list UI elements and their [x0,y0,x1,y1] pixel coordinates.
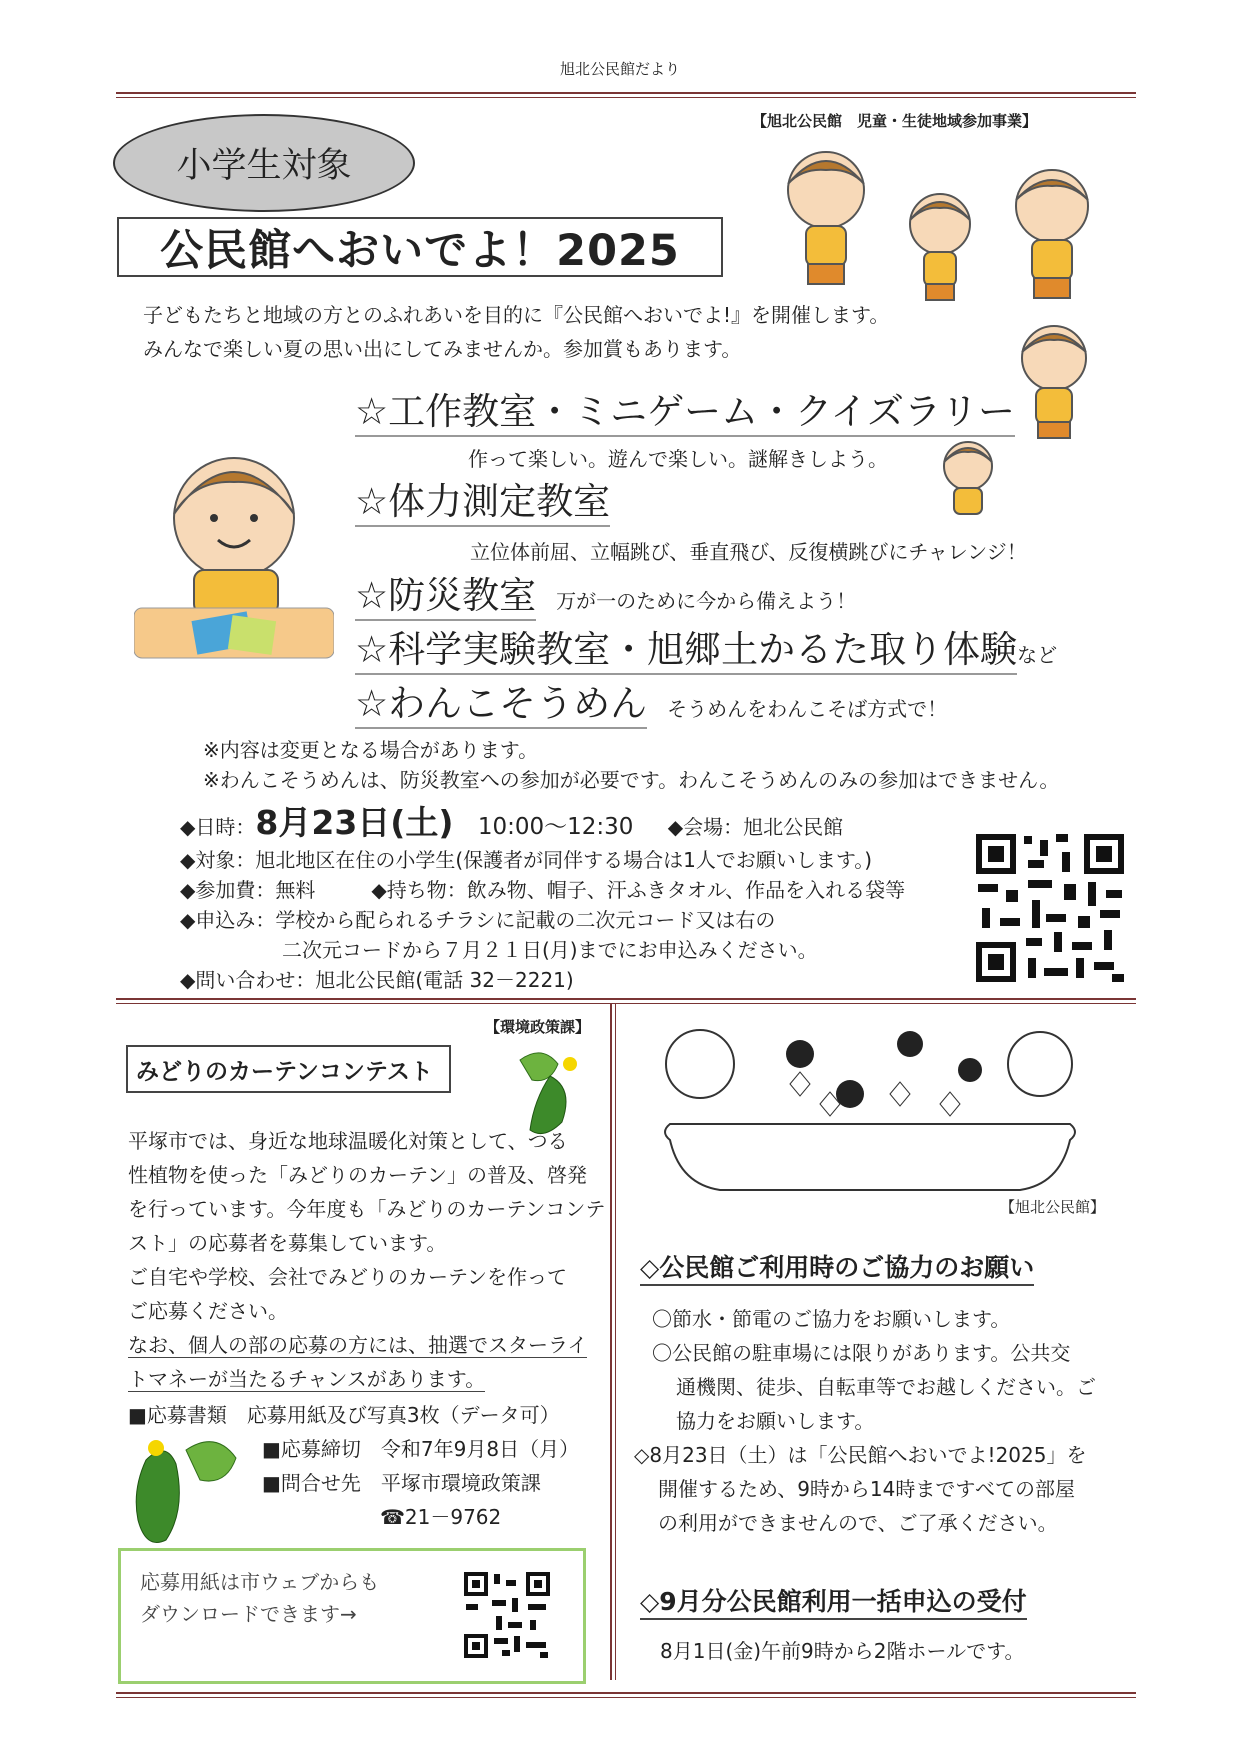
activity-science: ☆科学実験教室・旭郷土かるた取り体験など [355,628,1057,677]
cooperation-heading: ◇公民館ご利用時のご協力のお願い [640,1248,1034,1286]
intro-text: 子どもたちと地域の方とのふれあいを目的に『公民館へおいでよ!』を開催します。 みんなで楽しい夏の思い出にしてみませんか。参加賞もあります。 [143,303,890,361]
contest-docs: ■応募書類 応募用紙及び写真3枚（データ可） [128,1403,560,1427]
header-rule [116,92,1136,98]
mid-rule [116,998,1136,1004]
activity-wanko: ☆わんこそうめん そうめんをわんこそば方式で！ [355,682,947,731]
qr-code-download[interactable] [462,1570,552,1660]
info-target: ◆対象：旭北地区在住の小学生(保護者が同伴する場合は1人でお願いします。) [180,848,873,872]
contest-phone: ☎21－9762 [380,1505,502,1529]
note-change: ※内容は変更となる場合があります。 [203,738,539,762]
info-fee-bring: ◆参加費：無料 ◆持ち物：飲み物、帽子、汗ふきタオル、作品を入れる袋等 [180,878,906,902]
planter-illustration [640,1014,1100,1194]
top-dept: 【旭北公民館 児童・生徒地域参加事業】 [752,112,1038,130]
activity-fitness: ☆体力測定教室 [355,480,610,524]
contest-inquiry: ■問合せ先 平塚市環境政策課 [262,1471,541,1495]
info-apply-2: 二次元コードから７月２１日(月)までにお申込みください。 [282,938,818,962]
crafting-kid-illustration [134,440,334,660]
note-wanko: ※わんこそうめんは、防災教室への参加が必要です。わんこそうめんのみの参加はできません。 [203,768,1060,792]
footer-rule [116,1692,1136,1698]
kid-figure [788,152,864,284]
contest-title: みどりのカーテンコンテスト [126,1045,451,1093]
qr-code-apply[interactable] [972,830,1128,986]
target-badge: 小学生対象 [113,114,415,212]
event-title: 公民館へおいでよ！2025 [117,217,723,277]
bitter-melon-illustration [126,1430,256,1550]
info-apply: ◆申込み：学校から配られるチラシに記載の二次元コード又は右の [180,908,776,932]
activity-craft-sub: 作って楽しい。遊んで楽しい。謎解きしよう。 [468,447,888,471]
contest-body: 平塚市では、身近な地球温暖化対策として、つる 性植物を使った「みどりのカーテン」の普及、啓発 を行っています。今年度も「みどりのカーテンコンテ スト」の応募者を募集しています。 ご自宅や学校、会社でみどりのカーテンを作って ご応募ください。 なお、個人の部の応募の方には、抽選でスターライ トマネーが当たるチャンスがあります。 [128,1129,606,1391]
bulk-application-text: 8月1日(金)午前9時から2階ホールです。 [660,1639,1025,1663]
info-date-row: ◆日時：8月23日(土) 10:00～12:30 ◆会場：旭北公民館 [180,803,844,842]
bulk-application-heading: ◇9月分公民館利用一括申込の受付 [640,1582,1027,1620]
download-text: 応募用紙は市ウェブからも ダウンロードできます→ [140,1570,380,1626]
activity-disaster: ☆防災教室 万が一のために今から備えよう！ [355,574,856,623]
activity-craft: ☆工作教室・ミニゲーム・クイズラリー [355,390,1015,434]
left-dept: 【環境政策課】 [485,1018,591,1036]
column-divider [610,1004,616,1680]
closure-notice: ◇8月23日（土）は「公民館へおいでよ!2025」を 開催するため、9時から14時まですべての部屋 の利用ができませんので、ご了承ください。 [634,1443,1087,1535]
newsletter-title: 旭北公民館だより [559,60,680,78]
right-caption: 【旭北公民館】 [1000,1198,1106,1216]
activity-fitness-sub: 立位体前屈、立幅跳び、垂直飛び、反復横跳びにチャレンジ！ [470,540,1027,564]
info-contact: ◆問い合わせ：旭北公民館(電話 32－2221) [180,968,574,992]
contest-deadline: ■応募締切 令和7年9月8日（月） [262,1437,580,1461]
cooperation-list: 〇節水・節電のご協力をお願いします。 〇公民館の駐車場には限りがあります。公共交 通機関、徒歩、自転車等でお越しください。ご 協力をお願いします。 [652,1307,1096,1433]
